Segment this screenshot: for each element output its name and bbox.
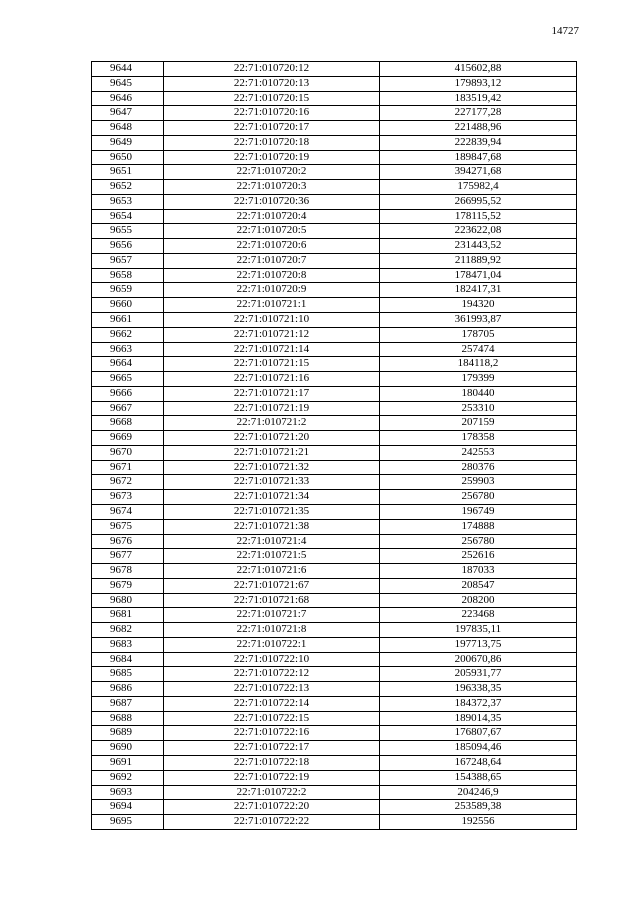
value-cell: 187033 [380,564,577,579]
row-number-cell: 9677 [92,549,164,564]
value-cell: 197713,75 [380,637,577,652]
value-cell: 415602,88 [380,62,577,77]
row-number-cell: 9645 [92,76,164,91]
row-number-cell: 9665 [92,372,164,387]
value-cell: 175982,4 [380,180,577,195]
value-cell: 183519,42 [380,91,577,106]
cadastral-number-cell: 22:71:010720:36 [164,194,380,209]
row-number-cell: 9690 [92,741,164,756]
table-row [92,180,577,195]
row-number-cell: 9682 [92,623,164,638]
value-cell: 221488,96 [380,121,577,136]
row-number-cell: 9660 [92,298,164,313]
table-row [92,711,577,726]
cadastral-number-cell: 22:71:010721:21 [164,445,380,460]
row-number-cell: 9664 [92,357,164,372]
cadastral-number-cell: 22:71:010722:19 [164,770,380,785]
row-number-cell: 9684 [92,652,164,667]
cadastral-number-cell: 22:71:010722:17 [164,741,380,756]
cadastral-number-cell: 22:71:010721:32 [164,460,380,475]
value-cell: 266995,52 [380,194,577,209]
row-number-cell: 9657 [92,253,164,268]
cadastral-number-cell: 22:71:010722:18 [164,755,380,770]
value-cell: 223468 [380,608,577,623]
row-number-cell: 9653 [92,194,164,209]
table-row [92,386,577,401]
value-cell: 253589,38 [380,800,577,815]
table-row [92,357,577,372]
row-number-cell: 9667 [92,401,164,416]
cadastral-number-cell: 22:71:010721:17 [164,386,380,401]
table-row [92,121,577,136]
value-cell: 208547 [380,578,577,593]
row-number-cell: 9652 [92,180,164,195]
value-cell: 242553 [380,445,577,460]
value-cell: 185094,46 [380,741,577,756]
row-number-cell: 9671 [92,460,164,475]
row-number-cell: 9649 [92,135,164,150]
table-row [92,667,577,682]
cadastral-number-cell: 22:71:010721:19 [164,401,380,416]
row-number-cell: 9647 [92,106,164,121]
table-row [92,298,577,313]
value-cell: 252616 [380,549,577,564]
row-number-cell: 9679 [92,578,164,593]
cadastral-number-cell: 22:71:010721:12 [164,327,380,342]
table-row [92,150,577,165]
table-row [92,194,577,209]
table-row [92,475,577,490]
value-cell: 231443,52 [380,239,577,254]
cadastral-number-cell: 22:71:010721:7 [164,608,380,623]
table-row [92,283,577,298]
table-row [92,342,577,357]
value-cell: 256780 [380,490,577,505]
value-cell: 256780 [380,534,577,549]
cadastral-number-cell: 22:71:010721:15 [164,357,380,372]
cadastral-number-cell: 22:71:010720:15 [164,91,380,106]
row-number-cell: 9689 [92,726,164,741]
value-cell: 259903 [380,475,577,490]
row-number-cell: 9688 [92,711,164,726]
table-body [92,62,577,830]
value-cell: 222839,94 [380,135,577,150]
row-number-cell: 9646 [92,91,164,106]
cadastral-number-cell: 22:71:010721:5 [164,549,380,564]
cadastral-number-cell: 22:71:010720:4 [164,209,380,224]
row-number-cell: 9686 [92,682,164,697]
value-cell: 154388,65 [380,770,577,785]
cadastral-number-cell: 22:71:010721:8 [164,623,380,638]
table-row [92,755,577,770]
table-row [92,623,577,638]
value-cell: 257474 [380,342,577,357]
cadastral-number-cell: 22:71:010722:13 [164,682,380,697]
table-row [92,431,577,446]
table-row [92,637,577,652]
cadastral-number-cell: 22:71:010722:16 [164,726,380,741]
value-cell: 200670,86 [380,652,577,667]
value-cell: 179893,12 [380,76,577,91]
row-number-cell: 9678 [92,564,164,579]
table-row [92,106,577,121]
value-cell: 205931,77 [380,667,577,682]
value-cell: 394271,68 [380,165,577,180]
value-cell: 174888 [380,519,577,534]
table-row [92,593,577,608]
value-cell: 189014,35 [380,711,577,726]
table-row [92,534,577,549]
cadastral-number-cell: 22:71:010721:67 [164,578,380,593]
table-row [92,135,577,150]
table-row [92,327,577,342]
table-row [92,815,577,830]
cadastral-number-cell: 22:71:010720:5 [164,224,380,239]
table-row [92,401,577,416]
table-row [92,578,577,593]
cadastral-number-cell: 22:71:010721:10 [164,313,380,328]
cadastral-number-cell: 22:71:010720:6 [164,239,380,254]
cadastral-value-table [91,61,577,830]
value-cell: 179399 [380,372,577,387]
value-cell: 253310 [380,401,577,416]
cadastral-number-cell: 22:71:010720:18 [164,135,380,150]
value-cell: 196338,35 [380,682,577,697]
row-number-cell: 9662 [92,327,164,342]
value-cell: 182417,31 [380,283,577,298]
table-row [92,445,577,460]
row-number-cell: 9676 [92,534,164,549]
table-row [92,372,577,387]
value-cell: 223622,08 [380,224,577,239]
table-row [92,253,577,268]
cadastral-number-cell: 22:71:010722:15 [164,711,380,726]
table-row [92,770,577,785]
row-number-cell: 9691 [92,755,164,770]
table-row [92,490,577,505]
row-number-cell: 9687 [92,696,164,711]
table-row [92,239,577,254]
row-number-cell: 9644 [92,62,164,77]
cadastral-number-cell: 22:71:010722:22 [164,815,380,830]
row-number-cell: 9655 [92,224,164,239]
cadastral-number-cell: 22:71:010722:1 [164,637,380,652]
row-number-cell: 9651 [92,165,164,180]
table-row [92,504,577,519]
cadastral-number-cell: 22:71:010720:12 [164,62,380,77]
table-row [92,268,577,283]
table-row [92,209,577,224]
table-row [92,91,577,106]
table-row [92,800,577,815]
table-row [92,608,577,623]
value-cell: 361993,87 [380,313,577,328]
cadastral-number-cell: 22:71:010721:68 [164,593,380,608]
cadastral-number-cell: 22:71:010722:2 [164,785,380,800]
table-row [92,460,577,475]
value-cell: 192556 [380,815,577,830]
table-row [92,416,577,431]
value-cell: 204246,9 [380,785,577,800]
table-row [92,76,577,91]
cadastral-number-cell: 22:71:010720:17 [164,121,380,136]
cadastral-number-cell: 22:71:010721:35 [164,504,380,519]
row-number-cell: 9695 [92,815,164,830]
row-number-cell: 9692 [92,770,164,785]
cadastral-number-cell: 22:71:010721:33 [164,475,380,490]
cadastral-number-cell: 22:71:010721:20 [164,431,380,446]
value-cell: 207159 [380,416,577,431]
row-number-cell: 9674 [92,504,164,519]
row-number-cell: 9650 [92,150,164,165]
row-number-cell: 9670 [92,445,164,460]
table-row [92,224,577,239]
table-row [92,549,577,564]
cadastral-number-cell: 22:71:010721:16 [164,372,380,387]
table-row [92,785,577,800]
row-number-cell: 9685 [92,667,164,682]
page-number: 14727 [551,25,579,37]
row-number-cell: 9672 [92,475,164,490]
row-number-cell: 9680 [92,593,164,608]
row-number-cell: 9673 [92,490,164,505]
cadastral-number-cell: 22:71:010722:20 [164,800,380,815]
row-number-cell: 9675 [92,519,164,534]
value-cell: 280376 [380,460,577,475]
row-number-cell: 9668 [92,416,164,431]
row-number-cell: 9663 [92,342,164,357]
row-number-cell: 9669 [92,431,164,446]
cadastral-number-cell: 22:71:010720:19 [164,150,380,165]
value-cell: 180440 [380,386,577,401]
row-number-cell: 9656 [92,239,164,254]
value-cell: 178358 [380,431,577,446]
cadastral-number-cell: 22:71:010721:2 [164,416,380,431]
table-row [92,652,577,667]
cadastral-number-cell: 22:71:010722:10 [164,652,380,667]
cadastral-number-cell: 22:71:010722:14 [164,696,380,711]
table-row [92,726,577,741]
value-cell: 197835,11 [380,623,577,638]
cadastral-number-cell: 22:71:010721:34 [164,490,380,505]
cadastral-number-cell: 22:71:010720:7 [164,253,380,268]
value-cell: 208200 [380,593,577,608]
cadastral-number-cell: 22:71:010720:9 [164,283,380,298]
cadastral-number-cell: 22:71:010721:1 [164,298,380,313]
value-cell: 178115,52 [380,209,577,224]
row-number-cell: 9659 [92,283,164,298]
cadastral-number-cell: 22:71:010720:16 [164,106,380,121]
value-cell: 211889,92 [380,253,577,268]
row-number-cell: 9661 [92,313,164,328]
table-row [92,696,577,711]
value-cell: 178471,04 [380,268,577,283]
table-row [92,62,577,77]
value-cell: 167248,64 [380,755,577,770]
cadastral-number-cell: 22:71:010721:6 [164,564,380,579]
value-cell: 176807,67 [380,726,577,741]
cadastral-number-cell: 22:71:010722:12 [164,667,380,682]
row-number-cell: 9683 [92,637,164,652]
cadastral-number-cell: 22:71:010720:2 [164,165,380,180]
value-cell: 194320 [380,298,577,313]
table-row [92,313,577,328]
row-number-cell: 9666 [92,386,164,401]
value-cell: 189847,68 [380,150,577,165]
cadastral-number-cell: 22:71:010720:8 [164,268,380,283]
row-number-cell: 9654 [92,209,164,224]
table-row [92,564,577,579]
cadastral-number-cell: 22:71:010721:14 [164,342,380,357]
row-number-cell: 9681 [92,608,164,623]
cadastral-number-cell: 22:71:010721:38 [164,519,380,534]
cadastral-number-cell: 22:71:010721:4 [164,534,380,549]
row-number-cell: 9648 [92,121,164,136]
row-number-cell: 9694 [92,800,164,815]
table-row [92,682,577,697]
value-cell: 196749 [380,504,577,519]
table-row [92,519,577,534]
row-number-cell: 9693 [92,785,164,800]
table-row [92,741,577,756]
row-number-cell: 9658 [92,268,164,283]
value-cell: 184118,2 [380,357,577,372]
value-cell: 178705 [380,327,577,342]
cadastral-number-cell: 22:71:010720:13 [164,76,380,91]
value-cell: 184372,37 [380,696,577,711]
value-cell: 227177,28 [380,106,577,121]
table-row [92,165,577,180]
cadastral-number-cell: 22:71:010720:3 [164,180,380,195]
